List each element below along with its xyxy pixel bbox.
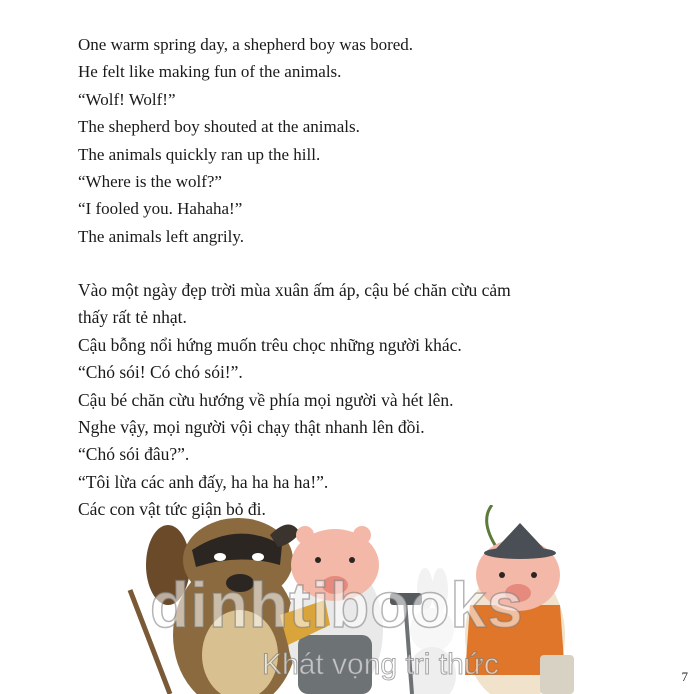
english-line: The shepherd boy shouted at the animals. [78, 117, 360, 137]
english-line: “Wolf! Wolf!” [78, 89, 176, 109]
vietnamese-line: “Tôi lừa các anh đấy, ha ha ha ha!”. [78, 471, 329, 492]
english-line: The animals left angrily. [78, 226, 245, 246]
vietnamese-story-text [78, 277, 678, 524]
publisher-slogan-watermark: Khát vọng tri thức [262, 648, 499, 681]
english-line: He felt like making fun of the animals. [78, 62, 342, 82]
vietnamese-line: Vào một ngày đẹp trời mùa xuân ấm áp, cậu bé chăn cừu cảm [78, 280, 511, 300]
english-line: One warm spring day, a shepherd boy was bored. [78, 35, 414, 54]
vietnamese-line: Cậu bỗng nổi hứng muốn trêu chọc những người khác. [78, 334, 462, 355]
page-number: 7 [681, 669, 688, 684]
vietnamese-line: Cậu bé chăn cừu hướng về phía mọi người và hét lên. [78, 389, 454, 410]
english-line: “Where is the wolf?” [78, 172, 222, 192]
vietnamese-line: Nghe vậy, mọi người vội chạy thật nhanh lên đồi. [78, 417, 425, 438]
english-line: “I fooled you. Hahaha!” [78, 199, 243, 219]
english-line: The animals quickly ran up the hill. [78, 144, 321, 164]
vietnamese-line: Các con vật tức giận bỏ đi. [78, 499, 266, 520]
vietnamese-line: thấy rất tẻ nhạt. [78, 307, 187, 328]
vietnamese-line: “Chó sói! Có chó sói!”. [78, 362, 243, 383]
vietnamese-line: “Chó sói đâu?”. [78, 444, 190, 465]
english-story-text [78, 31, 678, 250]
publisher-watermark: dinhtibooks [150, 569, 524, 641]
